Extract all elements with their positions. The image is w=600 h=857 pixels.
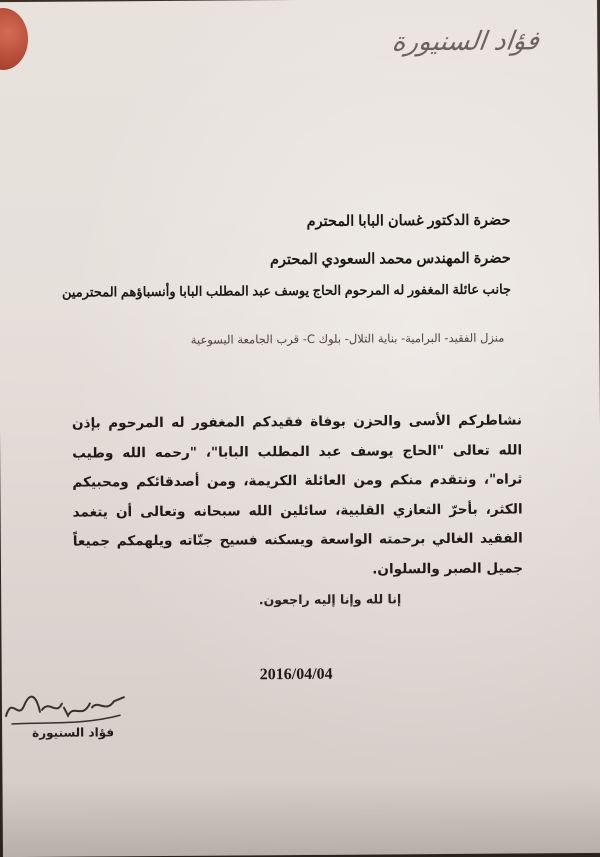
- address-line: منزل الفقيد- البرامية- بناية التلال- بلوك C- قرب الجامعة اليسوعية: [190, 330, 505, 347]
- letter-date: 2016/04/04: [259, 665, 333, 684]
- letterhead-calligraphy: فؤاد السنيورة: [390, 26, 542, 58]
- condolence-paragraph: نشاطركم الأسى والحزن بوفاة فقيدكم المغفور له المرحوم بإذن الله تعالى "الحاج يوسف عبد المطلب البابا"، "رحمه الله وطيب ثراه"، ونتقدم منكم ومن العائلة الكريمة، ومن أصدقائكم ومحبيكم الكثر، بأحرّ التعازي القلبية، سائلين الله سبحانه وتعالى أن يتغمد الفقيد الغالي برحمته الواسعة ويسكنه فسيح جنّاته ويلهمكم جميعاً جميل الصبر والسلوان.: [71, 412, 524, 577]
- recipient-line-1: حضرة الدكتور غسان البابا المحترم: [306, 212, 511, 230]
- closing-line: إنا لله وإنا إليه راجعون.: [258, 591, 402, 608]
- page-shadow: [2, 778, 600, 857]
- recipient-line-2: حضرة المهندس محمد السعودي المحترم: [269, 250, 511, 269]
- signatory-name: فؤاد السنيورة: [32, 725, 115, 740]
- recipient-line-3: جانب عائلة المغفور له المرحوم الحاج يوسف عبد المطلب البابا وأنسباؤهم المحترمين: [61, 281, 512, 300]
